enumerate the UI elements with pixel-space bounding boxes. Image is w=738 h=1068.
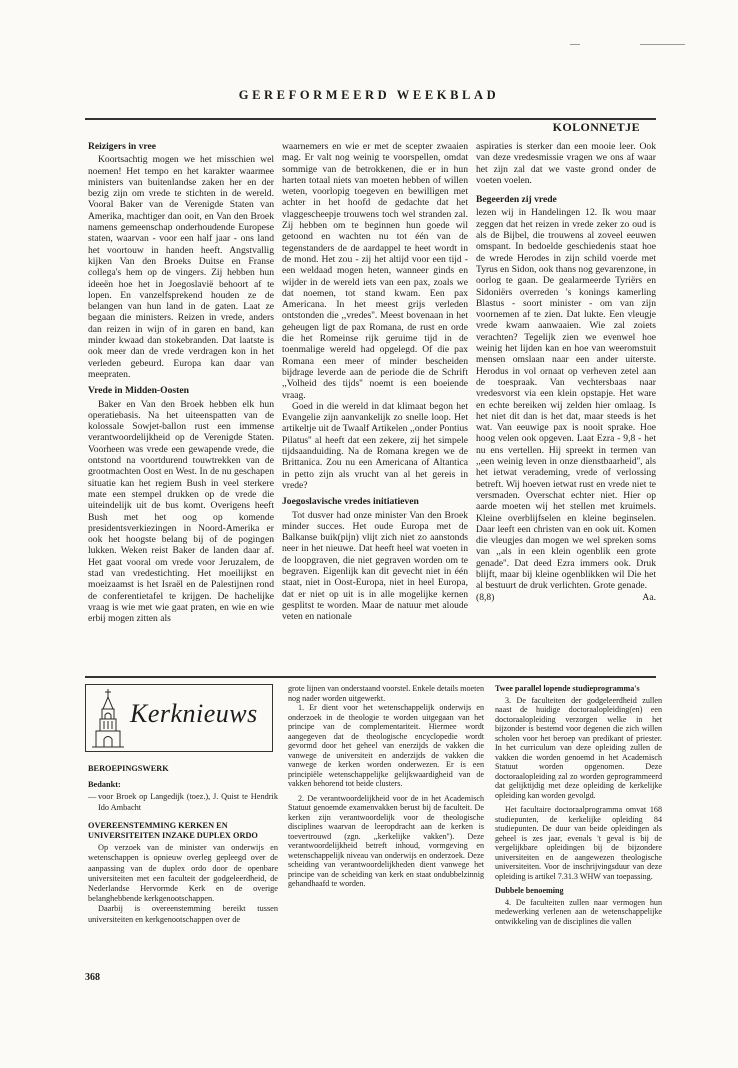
article-title: OVEREENSTEMMING KERKEN EN UNIVERSITEITEN INZAKE DUPLEX ORDO — [88, 820, 258, 841]
paragraph: Goed in die wereld in dat klimaat begon het Evangelie zijn aanvankelijk zo snelle loop. Het artikeltje uit de Twaalf Artikelen ,,onder Pontius Pilatus'' al heeft dat een zekere, zij het simpele tijdsaanduiding. Na de Romana kregen we de Brittanica. Zou nu een Americana of Altantica in petto zijn als vrucht van al het gereis in vrede? — [282, 400, 468, 491]
kerknieuws-title: Kerknieuws — [130, 699, 258, 728]
paragraph: lezen wij in Handelingen 12. Ik wou maar zeggen dat het reizen in vrede zeker zo oud is als de Bijbel, die trouwens al zoveel eeuwen omspant. In bedoelde geschiedenis staat hoe de wrede Herodes in zijn schild voerde met Tyrus en Sidon, ook thans nog gevarenzone, in oorlog te gaan. De gealarmeerde Tyriërs en Sidoniërs overreden 's konings kamerling Blastus - soort minister - om van zijn voornemen af te zien. Dat lukte. Een vleugje vrede kwam aanwaaien. Wie zal zoiets verachten? Tegelijk zien we evenwel hoe weinig het lijden kan en hoe van weeromstuit mensen omslaan naar een ander uiterste. Herodus in vol ornaat op verheven zetel aan de toespraak. Van vechtersbaas naar vredesvorst via een klein opstapje. Het ware en echte bereiken wij zelden hier omlaag. Is het niet dit dan is het dat, maar steeds is het wat. Van eeuwige pax is nooit sprake. Hoe hoog velen ook opgeven. Laat Ezra - 9,8 - het nu ens vertellen. Hij spreekt in termen van ,,een weinig leven in onze dienstbaarheid'', als het ietwat verademing, vrede of verlossing betreft. Wij hoeven ietwat rust en vrede niet te versmaden. Overschat echter niet. Hier op aarde moeten wij het stellen met kruimels. Kleine overblijfselen en kleine beginselen. Daar leeft een christen van en ook uit. Komen die vleugjes dan mogen we wel spreken soms van ,,als in een klein ogenblik een grote genade''. Dat deed Ezra immers ook. Druk blijft, maar bij kleine ogenblikken wil Die het al bestuurt de druk verlichten. Grote genade. — [476, 207, 656, 592]
paragraph: Baker en Van den Broek hebben elk hun operatiebasis. Na het uiteenspatten van de kolossale Sowjet-ballon rust een immense verantwoordelijkheid op de Verenigde Staten. Voorheen was vrede een gewapende vrede, die ontstond na voortdurend touwtrekken van de grootmachten Oost en West. In de nu geschapen situatie kan het regiem Bush in veel sterkere mate een stempel drukken op de vrede die uiteindelijk uit de bus komt. Overigens heeft Bush met het oog op komende presidentsverkiezingen in Noord-Amerika er ook het hoogste belang bij of de pogingen lukken. Weken reist Baker de landen daar af. Het gaat vooral om vrede voor Jeruzalem, de stad van vredestichting. Het moeilijkst en moeizaamst is het Israël en de Palestijnen rond de conferentietafel te krijgen. De hachelijke vraag is wie met wie gaat praten, en wie en wie erbij mogen zitten als — [88, 398, 274, 625]
list-dash: — — [88, 792, 97, 802]
bedankt-label: Bedankt: — [88, 780, 121, 790]
paragraph: Daarbij is overeenstemming bereikt tussen universiteiten en kerkgenootschappen over de — [88, 904, 278, 924]
article-title: Dubbele benoeming — [495, 886, 564, 895]
paragraph: 3. De faculteiten der godgeleerdheid zullen naast de huidige doctoraalopleiding(en) een doctoraalopleiding verzorgen welke in het bijzonder is bestemd voor degenen die zich willen scholen voor het beroep van predikant of priester. In het curriculum van deze opleiding zullen de vakken die worden genoemd in het Academisch Statuut worden opgenomen. Deze doctoraalopleiding zal zo worden geprogrammeerd dat gelijktijdig met deze opleiding de kerkelijke opleiding kan worden gevolgd. — [495, 695, 662, 800]
kolonnetje-col-3 — [476, 141, 656, 673]
kerknieuws-header — [85, 684, 273, 752]
author-initials: Aa. — [642, 591, 656, 603]
paragraph: Het facultaire doctoraalprogramma omvat 168 studiepunten, de kerkelijke opleiding 84 studiepunten. De duur van beide opleidingen als geheel is zes jaar, evenals 't geval is bij de vergelijkbare opleidingen bij de bijzondere universiteiten en de aangewezen theologische universiteiten. Voor de inschrijvingsduur van deze opleiding is artikel 7.31.3 WHW van toepassing. — [495, 805, 662, 881]
section-title: Begeerden zij vrede — [476, 194, 557, 206]
church-tower-icon — [90, 687, 126, 749]
paragraph: waarnemers en wie er met de scepter zwaaien mag. Er valt nog weinig te voorspellen, omdat sommige van de betrokkenen, die er in hun harten totaal niets van moeten hebben of willen weten, voorlopig toegeven en bewilligen met achter in het hoofd de gedachte dat het vlaggescheepje trouwens toch wel stranden zal. Zij hebben om te beginnen hun goede wil getoond en wachten nu tot één van de tegenstanders de de aardappel te heet wordt in de mond. Het zou - zij het altijd voor een tijd - een weldaad mogen heten, wanneer ginds en wijder in de wereld iets van een pax, zoals we dat noemen, tot stand kwam. Een pax Americana. In het meest grijs verleden ontstonden die ,,vredes''. Meest bovenaan in het geheugen ligt de pax Romana, de rust en orde die het Romeinse rijk geruime tijd in de toenmalige wereld had opgelegd. Of die pax Romana een meer of minder bescheiden bijdrage leverde aan de periode die de Schrift ,,Volheid des tijds'' noemt is een boeiende vraag. — [282, 141, 468, 401]
reference: (8,8) — [476, 591, 495, 603]
page-number: 368 — [85, 972, 100, 983]
kerknieuws-col-3 — [495, 684, 662, 1004]
paragraph: aspiraties is sterker dan een mooie leer. Ook van deze vredesmissie vragen we ons af waar het zijn zal dat we vaste grond onder de voeten voelen. — [476, 141, 656, 186]
signature-line — [476, 592, 656, 603]
page-edge-mark-right — [640, 44, 685, 45]
section-heading: BEROEPINGSWERK — [88, 764, 169, 773]
paragraph: 4. De faculteiten zullen naar vermogen hun medewerking verlenen aan de wetenschappelijke ontwikkeling van de disciplines die vallen — [495, 897, 662, 926]
section-title: Reizigers in vree — [88, 141, 157, 152]
kolonnetje-col-1 — [88, 141, 274, 673]
page-edge-mark — [570, 44, 580, 45]
kerknieuws-col-2 — [288, 684, 484, 984]
article-title: Twee parallel lopende studieprogramma's — [495, 684, 640, 693]
paragraph: Op verzoek van de minister van onderwijs en wetenschappen is opnieuw overleg gepleegd over de aanpassing van de duplex ordo door de openbare universiteiten met een faculteit der godgeleerdheid, de Nederlandse Hervormde Kerk en de overige belanghebbende kerkgenootschappen. — [88, 843, 278, 904]
section-title: Joegoslavische vredes initiatieven — [282, 496, 419, 508]
section-title: Vrede in Midden-Oosten — [88, 385, 189, 397]
bedankt-text: voor Broek op Langedijk (toez.), J. Quist te Hendrik Ido Ambacht — [98, 792, 278, 812]
masthead: GEREFORMEERD WEEKBLAD — [238, 88, 500, 102]
paragraph: 1. Er dient voor het wetenschappelijk onderwijs en onderzoek in de theologie te worden uitgegaan van het principe van de complementariteit. Hiermee wordt aangegeven dat de theologische encyclopedie wordt gevormd door het geheel van enerzijds de vakken die vanwege de universiteit en anderzijds de vakken die vanwege de kerken worden onderwezen. Er is een principiële wetenschappelijke gelijkwaardigheid van de vakken behorend tot beide clusters. — [288, 703, 484, 788]
paragraph: grote lijnen van onderstaand voorstel. Enkele details moeten nog nader worden uitgewerkt. — [288, 684, 484, 703]
kolonnetje-bottom-rule — [85, 676, 656, 678]
paragraph: 2. De verantwoordelijkheid voor de in het Academisch Statuut genoemde examenvakken berust bij de faculteit. De kerken zijn verantwoordelijk voor de theologische disciplines waarvan de leeropdracht aan de kerken is toevertrouwd (zgn. ,,kerkelijke vakken''). Deze verantwoordelijkheid betreft inhoud, vormgeving en wetenschappelijk niveau van onderwijs en onderzoek. Deze scheiding van verantwoordelijkheden dient vanwege het principe van de scheiding van kerk en staat ondubbelzinnig gehandhaafd te worden. — [288, 793, 484, 888]
bedankt-entry — [88, 792, 278, 812]
kolonnetje-label: KOLONNETJE — [552, 120, 640, 134]
paragraph: Koortsachtig mogen we het misschien wel noemen! Het tempo en het karakter waarmee ministers van buitenlandse zaken her en der bezig zijn om vrede te stichten in de wereld. Vooral Baker van de Verenigde Staten van Amerika, machtiger dan ooit, en Van den Broek namens gemeenschap onderhoudende Europese staten, waarvan - voor een half jaar - ons land het voortouw in handen heeft. Angstvallig kijken Van den Broeks Duitse en Franse collega's hem op de vingers. Zij hebben hun ideeën hoe het in Joegoslavië behoort af te lopen. En vanzelfsprekend houden ze de belangen van hun land in de gaten. Laat ze begaan die ministers. Reizen in vrede, anders dan reizen in wijn of in garen en band, kan minder kwaad dan stokebranden. Dat laatste is ook meer dan de vrede verdragen kon in het verleden gebeurd. Europa kan daar van meepraten. — [88, 154, 274, 380]
paragraph: Tot dusver had onze minister Van den Broek minder succes. Het oude Europa met de Balkanse buik(pijn) vlijt zich niet zo aanstonds neer in het nieuwe. Dat heeft heel wat voeten in de loopgraven, die niet gegraven worden om te begraven. Eigenlijk kan dit gevecht niet in één staat, niet in Oost-Europa, niet in heel Europa, dat er niet op uit is in alle mogelijke kernen gesplitst te worden. Maar de natuur met aloude veten en nationale — [282, 509, 468, 623]
kerknieuws-col-1 — [88, 764, 278, 964]
kolonnetje-col-2 — [282, 141, 468, 673]
